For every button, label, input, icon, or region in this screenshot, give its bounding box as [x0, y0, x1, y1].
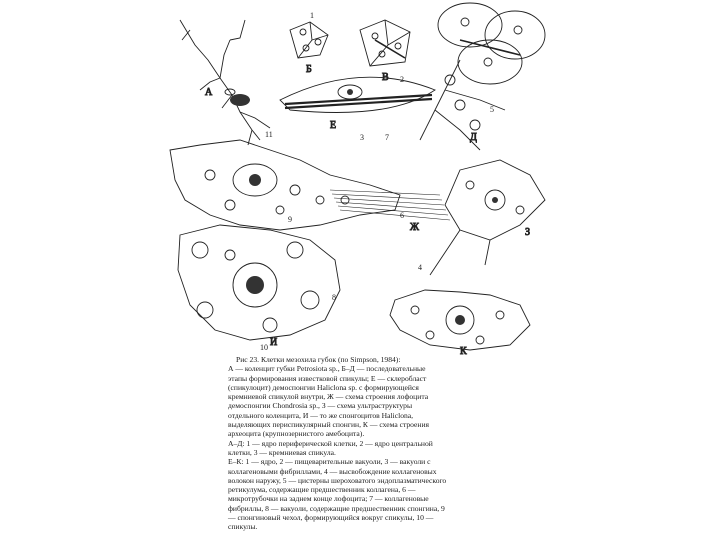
callout-number: 9 — [288, 215, 292, 224]
caption-line: А–Д: 1 — ядро периферической клетки, 2 — ядро центральной — [228, 438, 433, 448]
panel-label-zh: Ж — [410, 222, 419, 233]
panel-label-k: К — [460, 346, 467, 355]
caption-line: демоспонгии Chondrosia sp., З — схема ультраструктуры — [228, 401, 413, 411]
caption-line: коллагеновыми фибриллами, 4 — высвобождение коллагеновых — [228, 466, 437, 476]
caption-line: А — коленцит губки Petrosiota sp., Б–Д — последовательные — [228, 364, 426, 374]
caption-line: микротрубочки на заднем конце лофоцита; 7 — коллагеновые — [228, 494, 429, 504]
callout-number: 5 — [490, 105, 494, 114]
figure-caption — [228, 355, 512, 532]
caption-line: кремниевой спикулой внутри, Ж — схема строения лофоцита — [228, 392, 429, 402]
callout-number: 3 — [360, 133, 364, 142]
callout-number: 2 — [400, 75, 404, 84]
caption-line: этапы формирования известковой спикулы; Е — склеробласт — [228, 373, 427, 383]
caption-line: выделяющих периспикулярный спонгин, К — схема строения — [228, 420, 430, 430]
callout-number: 10 — [260, 343, 268, 352]
panel-i-spongocyte-drawing — [178, 225, 340, 340]
panel-label-e: Е — [330, 120, 337, 131]
panel-e-sclerocyte-drawing — [280, 77, 435, 112]
caption-title: Рис 23. Клетки мезохила губок (по Simpson, 1984): — [236, 355, 401, 364]
caption-line: отдельного коленцита, И — то же спонгоцитов Haliclona, — [228, 410, 414, 420]
callout-number: 1 — [310, 11, 314, 20]
caption-line: волокон наружу, 5 — цистерны шероховатого эндоплазматического — [228, 475, 447, 485]
callout-number: 6 — [400, 211, 404, 220]
panel-label-i: И — [270, 337, 278, 348]
panel-k-archaeocyte-drawing — [390, 290, 530, 350]
caption-line: фибриллы, 8 — вакуоли, содержащие предшественник спонгина, 9 — [228, 503, 445, 513]
panel-z-collencyte-drawing — [430, 160, 545, 275]
caption-line: — спонгиновый чехол, формирующийся вокруг спикулы, 10 — — [228, 513, 434, 523]
callout-number: 8 — [332, 293, 336, 302]
panel-label-a: А — [205, 87, 213, 98]
caption-line: археоцита (крупнозернистого амебоцита). — [228, 429, 365, 439]
panel-label-b: Б — [306, 64, 312, 75]
panel-a-collencyte-drawing — [180, 20, 270, 145]
caption-line: спикулы. — [228, 522, 258, 532]
panel-label-v: В — [382, 72, 389, 83]
callout-number: 7 — [385, 133, 389, 142]
panel-b-cell-group — [290, 22, 328, 58]
caption-line: Е–К: 1 — ядро, 2 — пищеварительные вакуоли, 3 — вакуоли с — [228, 457, 431, 467]
panel-label-d: Д — [470, 132, 477, 143]
sponge-cells-figure — [160, 0, 560, 355]
panel-label-z: З — [525, 227, 531, 238]
caption-line: ретикулума, содержащие предшественник коллагена, 6 — — [228, 485, 416, 495]
callout-number: 11 — [265, 130, 273, 139]
panel-zh-lophocyte-drawing — [170, 140, 450, 230]
panel-v-cell-group — [360, 20, 410, 66]
caption-line: клетки, 3 — кремниевая спикула. — [228, 447, 336, 457]
caption-line: (спикулоцит) демоспонгии Haliclona sp. с формирующейся — [228, 382, 419, 392]
callout-number: 4 — [418, 263, 422, 272]
